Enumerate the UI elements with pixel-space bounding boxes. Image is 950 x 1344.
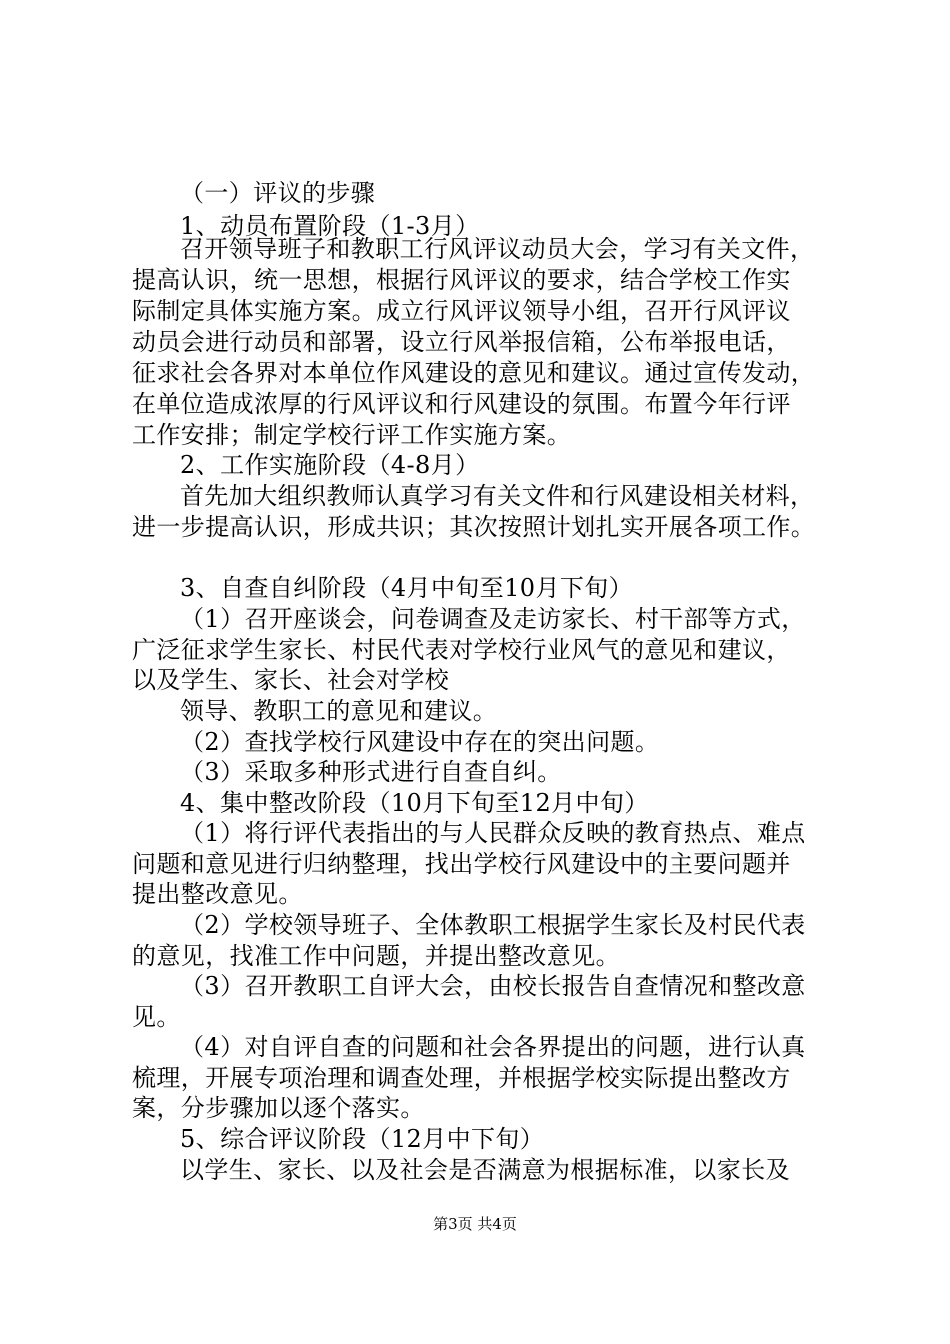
paragraph-line: 际制定具体实施方案。成立行风评议领导小组，召开行风评议 xyxy=(132,297,791,325)
paragraph-line: （1）将行评代表指出的与人民群众反映的教育热点、难点 xyxy=(180,819,806,847)
list-item: （2）查找学校行风建设中存在的突出问题。 xyxy=(180,728,660,756)
paragraph-line: 以及学生、家长、社会对学校 xyxy=(132,666,450,694)
paragraph-line: 动员会进行动员和部署，设立行风举报信箱，公布举报电话， xyxy=(132,328,791,356)
paragraph-line: （3）召开教职工自评大会，由校长报告自查情况和整改意 xyxy=(180,972,806,1000)
stage-heading: 5、综合评议阶段（12月中下旬） xyxy=(180,1125,545,1153)
paragraph-line: 在单位造成浓厚的行风评议和行风建设的氛围。布置今年行评 xyxy=(132,390,791,418)
stage-heading: 4、集中整改阶段（10月下旬至12月中旬） xyxy=(180,789,649,817)
paragraph-line: 见。 xyxy=(132,1003,181,1031)
stage-heading: 2、工作实施阶段（4-8月） xyxy=(180,451,480,479)
paragraph-line: 以学生、家长、以及社会是否满意为根据标准，以家长及 xyxy=(180,1156,790,1184)
paragraph-line: 领导、教职工的意见和建议。 xyxy=(180,697,498,725)
paragraph-line: （1）召开座谈会，问卷调查及走访家长、村干部等方式， xyxy=(180,605,806,633)
paragraph-line: 召开领导班子和教职工行风评议动员大会，学习有关文件， xyxy=(180,235,815,263)
paragraph-line: （2）学校领导班子、全体教职工根据学生家长及村民代表 xyxy=(180,911,806,939)
paragraph-line: 的意见，找准工作中问题，并提出整改意见。 xyxy=(132,942,620,970)
stage-heading: 3、自查自纠阶段（4月中旬至10月下旬） xyxy=(180,574,634,602)
stage-heading: 1、动员布置阶段（1-3月） xyxy=(180,212,480,240)
paragraph-line: 问题和意见进行归纳整理，找出学校行风建设中的主要问题并 xyxy=(132,850,791,878)
paragraph-line: 提出整改意见。 xyxy=(132,880,303,908)
paragraph-line: 征求社会各界对本单位作风建设的意见和建议。通过宣传发动， xyxy=(132,359,816,387)
paragraph-line: 提高认识，统一思想，根据行风评议的要求，结合学校工作实 xyxy=(132,266,791,294)
page-number: 第3页 共4页 xyxy=(433,1215,517,1233)
paragraph-line: 进一步提高认识，形成共识；其次按照计划扎实开展各项工作。 xyxy=(132,513,816,541)
paragraph-line: 首先加大组织教师认真学习有关文件和行风建设相关材料， xyxy=(180,482,815,510)
list-item: （3）采取多种形式进行自查自纠。 xyxy=(180,758,562,786)
paragraph-line: 案，分步骤加以逐个落实。 xyxy=(132,1094,425,1122)
paragraph-line: 梳理，开展专项治理和调查处理，并根据学校实际提出整改方 xyxy=(132,1064,791,1092)
section-heading: （一）评议的步骤 xyxy=(180,179,376,207)
paragraph-line: （4）对自评自查的问题和社会各界提出的问题，进行认真 xyxy=(180,1033,806,1061)
paragraph-line: 工作安排；制定学校行评工作实施方案。 xyxy=(132,421,572,449)
paragraph-line: 广泛征求学生家长、村民代表对学校行业风气的意见和建议， xyxy=(132,636,791,664)
